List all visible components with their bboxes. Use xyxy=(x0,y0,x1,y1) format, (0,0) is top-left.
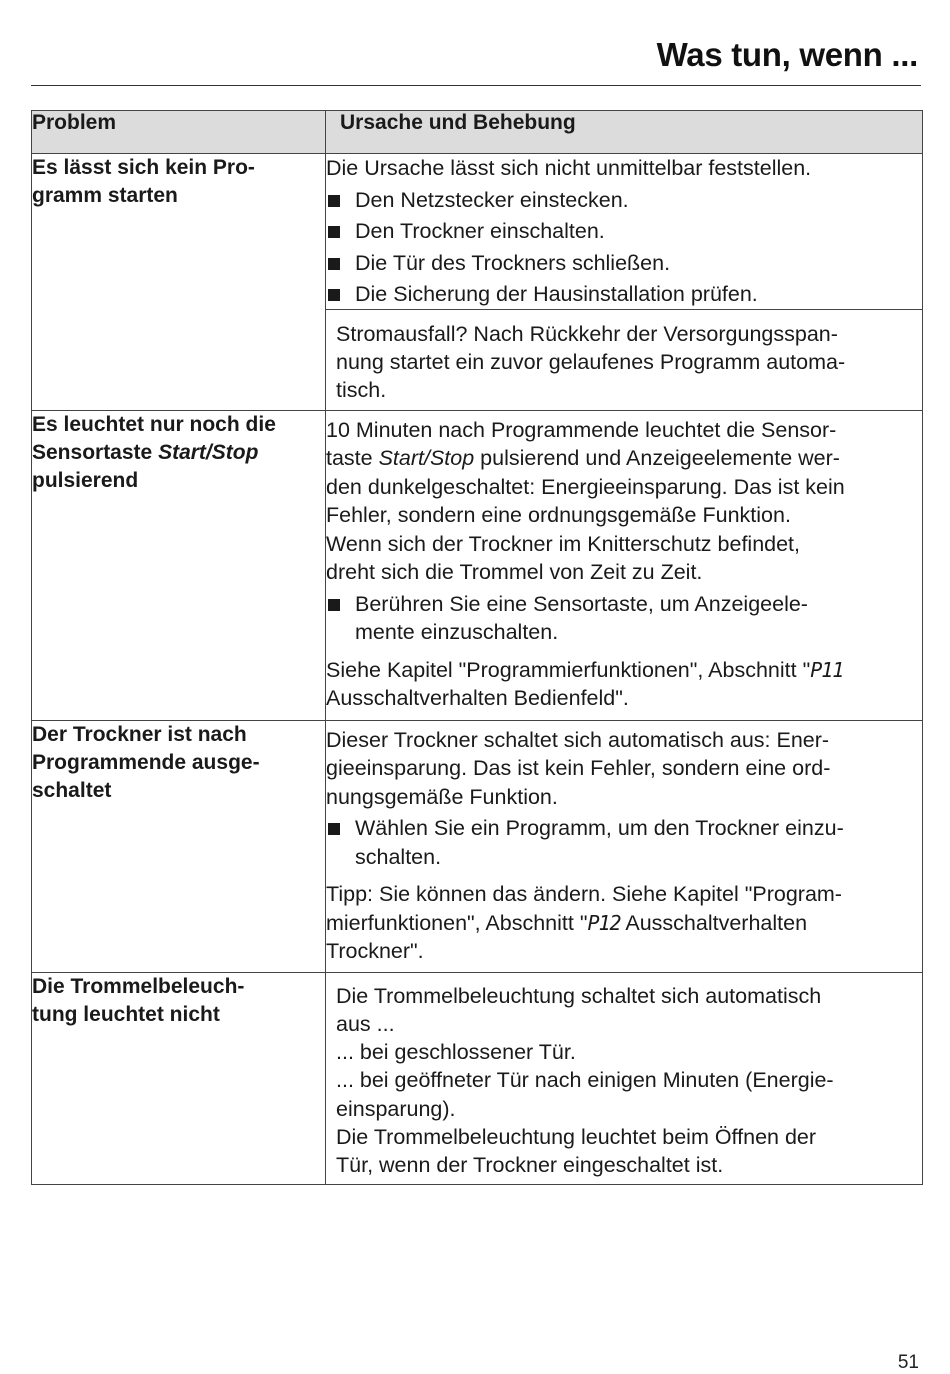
problem-text: gramm starten xyxy=(32,184,178,207)
cause-text: Die Trommelbeleuchtung schaltet sich automatisch xyxy=(336,983,822,1008)
bullet-square-icon xyxy=(328,226,340,238)
list-item xyxy=(326,280,922,309)
cause-text: Dieser Trockner schaltet sich automatisch aus: Ener- xyxy=(326,727,830,752)
problem-cell xyxy=(32,154,326,411)
list-item-text xyxy=(355,814,922,871)
cause-text xyxy=(326,444,922,473)
problem-text: Es lässt sich kein Pro- xyxy=(32,156,255,179)
problem-text: Es leuchtet nur noch die xyxy=(32,412,276,436)
list-item-line: Wählen Sie ein Programm, um den Trockner einzu- xyxy=(355,816,844,840)
cause-text: gieeinsparung. Das ist kein Fehler, sondern eine ord- xyxy=(326,756,831,780)
problem-cell xyxy=(32,720,326,972)
reference-text: Ausschaltverhalten Bedienfeld". xyxy=(326,686,629,710)
table-row xyxy=(32,410,923,720)
problem-text: pulsierend xyxy=(32,468,139,492)
cause-text: Tür, wenn der Trockner eingeschaltet ist. xyxy=(336,1153,724,1178)
sensor-key-name: Start/Stop xyxy=(378,446,475,470)
column-header-problem: Problem xyxy=(32,111,326,154)
cause-cell xyxy=(326,154,923,310)
problem-text: Der Trockner ist nach xyxy=(32,722,247,746)
cause-cell xyxy=(326,720,923,972)
list-item-text: Den Netzstecker einstecken. xyxy=(355,187,629,212)
title-divider xyxy=(31,85,921,86)
tip-text: Tipp: Sie können das ändern. Siehe Kapitel "Program- xyxy=(326,882,842,906)
cause-text: Die Trommelbeleuchtung leuchtet beim Öffnen der xyxy=(336,1124,817,1149)
cause-text: tisch. xyxy=(336,377,387,402)
list-item xyxy=(326,186,922,215)
problem-text: tung leuchtet nicht xyxy=(32,1002,220,1026)
tip-text: Trockner". xyxy=(326,939,424,963)
page-title: Was tun, wenn ... xyxy=(656,36,918,73)
cause-cell xyxy=(326,972,923,1184)
bullet-square-icon xyxy=(328,195,340,207)
list-item-text: Die Tür des Trockners schließen. xyxy=(355,250,671,275)
cause-text: ... bei geöffneter Tür nach einigen Minuten (Energie- xyxy=(336,1068,834,1093)
list-item-text: Die Sicherung der Hausinstallation prüfen. xyxy=(355,282,758,306)
cause-cell xyxy=(326,309,923,410)
tip-text xyxy=(326,909,922,938)
table-row xyxy=(32,972,923,1184)
list-item-line: mente einzuschalten. xyxy=(355,620,559,644)
problem-text xyxy=(32,439,325,467)
bullet-square-icon xyxy=(328,599,340,611)
table-row xyxy=(32,154,923,310)
cause-text: Fehler, sondern eine ordnungsgemäße Funktion. xyxy=(326,503,791,527)
cause-text: dreht sich die Trommel von Zeit zu Zeit. xyxy=(326,560,703,584)
cause-text-part: pulsierend und Anzeigeelemente wer- xyxy=(474,446,840,470)
list-item-text: Den Trockner einschalten. xyxy=(355,219,605,243)
sensor-key-name: Start/Stop xyxy=(158,440,259,464)
cause-text-part: taste xyxy=(326,446,379,470)
cause-cell xyxy=(326,410,923,720)
problem-text: schaltet xyxy=(32,778,112,802)
reference-text-part: Siehe Kapitel "Programmierfunktionen", Abschnitt " xyxy=(326,657,811,682)
bullet-square-icon xyxy=(328,289,340,301)
problem-cell xyxy=(32,410,326,720)
tip-note xyxy=(326,880,922,966)
list-item-text xyxy=(355,590,922,647)
problem-text: Die Trommelbeleuch- xyxy=(32,974,245,998)
program-code: P11 xyxy=(810,657,844,682)
problem-text: Programmende ausge- xyxy=(32,750,260,774)
cause-text: den dunkelgeschaltet: Energieeinsparung. Das ist kein xyxy=(326,474,845,499)
page-number: 51 xyxy=(897,1352,919,1373)
list-item xyxy=(326,814,922,871)
cause-text: Stromausfall? Nach Rückkehr der Versorgungsspan- xyxy=(336,321,838,346)
list-item-line: schalten. xyxy=(355,844,442,869)
cause-text: Die Ursache lässt sich nicht unmittelbar feststellen. xyxy=(326,156,812,180)
cause-text: nungsgemäße Funktion. xyxy=(326,784,558,809)
cause-text: nung startet ein zuvor gelaufenes Programm automa- xyxy=(336,349,846,374)
cause-text: Wenn sich der Trockner im Knitterschutz befindet, xyxy=(326,531,801,556)
table-row xyxy=(32,720,923,972)
list-item xyxy=(326,249,922,278)
problem-text-part: Sensortaste xyxy=(32,440,159,464)
reference-text xyxy=(326,656,922,685)
program-code: P12 xyxy=(587,910,621,935)
cause-text: ... bei geschlossener Tür. xyxy=(336,1040,576,1065)
cause-text: 10 Minuten nach Programmende leuchtet die Sensor- xyxy=(326,417,837,442)
chapter-reference xyxy=(326,656,922,713)
bullet-square-icon xyxy=(328,823,340,835)
cause-text: aus ... xyxy=(336,1011,395,1036)
list-item-line: Berühren Sie eine Sensortaste, um Anzeigeele- xyxy=(355,591,808,616)
cause-text: einsparung). xyxy=(336,1096,456,1121)
list-item xyxy=(326,217,922,246)
table-header-row xyxy=(32,111,923,154)
problem-cell xyxy=(32,972,326,1184)
tip-text-part: mierfunktionen", Abschnitt " xyxy=(326,910,588,935)
bullet-square-icon xyxy=(328,258,340,270)
list-item xyxy=(326,590,922,647)
tip-text-part: Ausschaltverhalten xyxy=(620,910,808,935)
column-header-cause: Ursache und Behebung xyxy=(326,111,923,154)
troubleshooting-table xyxy=(31,110,923,1185)
